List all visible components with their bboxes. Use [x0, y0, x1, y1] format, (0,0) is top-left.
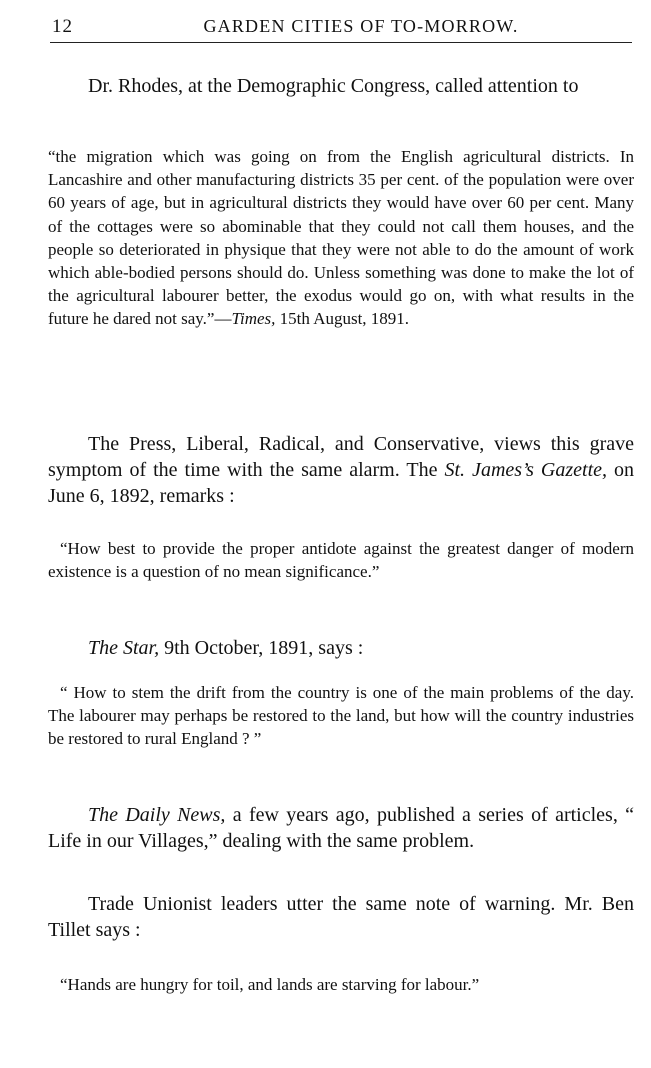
rhodes-source-title: Times,: [231, 309, 276, 329]
press-lead-text: The Press, Liberal, Radical, and Conservative, views this grave symptom of the time with the same alarm. The: [48, 433, 634, 481]
star-quote-text: “ How to stem the drift from the country is one of the main problems of the day. The labourer may perhaps be restored to the land, but how will the country industries be restored to rural England ? ”: [48, 683, 634, 749]
running-title: GARDEN CITIES OF TO-MORROW.: [203, 16, 519, 36]
gazette-quote-paragraph: [48, 537, 634, 583]
star-quote-paragraph: [48, 681, 634, 751]
tillet-quote-paragraph: [48, 973, 634, 996]
star-paragraph: [48, 635, 634, 661]
st-james-gazette-title: St. James’s Gazette,: [444, 459, 608, 481]
the-star-title: The Star,: [88, 637, 160, 659]
rhodes-intro-paragraph: [48, 73, 634, 99]
daily-news-rest-text: a few years ago, published a series of articles, “ Life in our Villages,” dealing with the same problem.: [48, 804, 635, 852]
rhodes-quote-date: 15th August, 1891.: [279, 309, 410, 329]
trade-union-text: Trade Unionist leaders utter the same note of warning. Mr. Ben Tillet says :: [48, 893, 634, 941]
page-number: 12: [52, 16, 73, 37]
tillet-quote-text: “Hands are hungry for toil, and lands are starving for labour.”: [60, 975, 480, 994]
page-header: [50, 8, 632, 43]
trade-union-paragraph: [48, 891, 634, 943]
rhodes-quote-paragraph: [48, 145, 634, 331]
press-paragraph: [48, 431, 634, 509]
star-rest-text: 9th October, 1891, says :: [164, 637, 364, 659]
daily-news-title: The Daily News,: [88, 804, 226, 826]
gazette-quote-text: “How best to provide the proper antidote against the greatest danger of modern existence is a question of no mean significance.”: [48, 539, 634, 582]
daily-news-paragraph: [48, 802, 634, 854]
press-rest-text: on June 6, 1892, remarks :: [48, 459, 635, 507]
rhodes-intro-text: Dr. Rhodes, at the Demographic Congress, called attention to: [88, 75, 579, 97]
rhodes-quote-text: “the migration which was going on from the English agricultural districts. In Lancashire and other manufacturing districts 35 per cent. of the population were over 60 years of age, but in agricultural districts they would have over 60 per cent. Many of the cottages were so abominable that they could not call them houses, and the people so deteriorated in physique that they were not able to do the amount of work which able-bodied persons should do. Unless something was done to make the lot of the agricultural labourer better, the exodus would go on, with what results in the future he dared not say.”—: [48, 147, 634, 329]
